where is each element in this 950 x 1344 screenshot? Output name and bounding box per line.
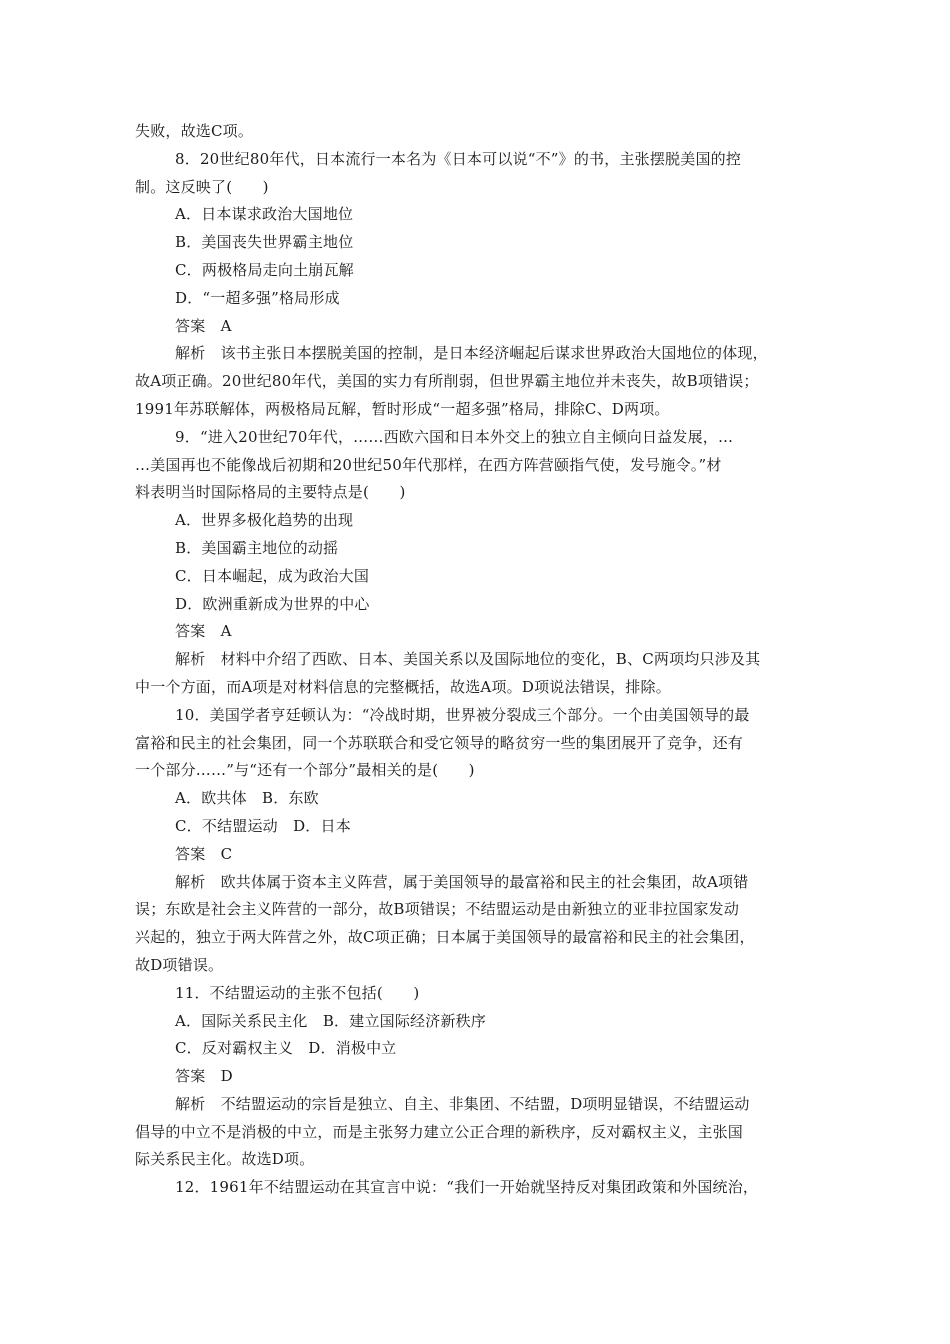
document-page bbox=[135, 118, 815, 1202]
text-line: 误；东欧是社会主义阵营的一部分，故B项错误；不结盟运动是由新独立的亚非拉国家发动 bbox=[135, 900, 740, 919]
text-line: 答案 D bbox=[175, 1067, 233, 1086]
text-line: 答案 A bbox=[175, 622, 232, 641]
text-line: 际关系民主化。故选D项。 bbox=[135, 1150, 315, 1169]
text-line: 解析 欧共体属于资本主义阵营，属于美国领导的最富裕和民主的社会集团，故A项错 bbox=[175, 872, 749, 891]
text-line: 8．20世纪80年代，日本流行一本名为《日本可以说“不”》的书，主张摆脱美国的控 bbox=[175, 149, 742, 168]
text-line: A．国际关系民主化 B．建立国际经济新秩序 bbox=[175, 1011, 487, 1030]
text-line: 解析 不结盟运动的宗旨是独立、自主、非集团、不结盟，D项明显错误，不结盟运动 bbox=[175, 1094, 750, 1113]
text-line: 富裕和民主的社会集团，同一个苏联联合和受它领导的略贫穷一些的集团展开了竞争，还有 bbox=[135, 733, 744, 752]
text-line: 兴起的，独立于两大阵营之外，故C项正确；日本属于美国领导的最富裕和民主的社会集团， bbox=[135, 928, 755, 947]
text-line: 10．美国学者亨廷顿认为：“冷战时期，世界被分裂成三个部分。一个由美国领导的最 bbox=[175, 705, 750, 724]
text-line: 料表明当时国际格局的主要特点是( ) bbox=[135, 483, 406, 502]
text-line: C．两极格局走向土崩瓦解 bbox=[175, 260, 354, 279]
text-line: 一个部分……”与“还有一个部分”最相关的是( ) bbox=[135, 761, 475, 780]
text-line: 11．不结盟运动的主张不包括( ) bbox=[175, 983, 420, 1002]
text-line: …美国再也不能像战后初期和20世纪50年代那样，在西方阵营颐指气使，发号施令。”材 bbox=[135, 455, 722, 474]
text-line: 制。这反映了( ) bbox=[135, 177, 269, 196]
text-line: C．反对霸权主义 D．消极中立 bbox=[175, 1039, 397, 1058]
text-line: B．美国丧失世界霸主地位 bbox=[175, 233, 354, 252]
text-line: A．世界多极化趋势的出现 bbox=[175, 511, 354, 530]
text-line: D．欧洲重新成为世界的中心 bbox=[175, 594, 370, 613]
text-line: C．日本崛起，成为政治大国 bbox=[175, 566, 370, 585]
text-line: 解析 材料中介绍了西欧、日本、美国关系以及国际地位的变化，B、C两项均只涉及其 bbox=[175, 650, 761, 669]
text-line: A．欧共体 B．东欧 bbox=[175, 789, 319, 808]
text-line: D．“一超多强”格局形成 bbox=[175, 288, 340, 307]
text-line: 故A项正确。20世纪80年代，美国的实力有所削弱，但世界霸主地位并未丧失，故B项错误； bbox=[135, 372, 759, 391]
text-line: 答案 A bbox=[175, 316, 232, 335]
text-line: 失败，故选C项。 bbox=[135, 122, 254, 140]
text-line: 答案 C bbox=[175, 844, 233, 863]
text-line: 12．1961年不结盟运动在其宣言中说：“我们一开始就坚持反对集团政策和外国统治， bbox=[175, 1178, 759, 1197]
text-line: 解析 该书主张日本摆脱美国的控制，是日本经济崛起后谋求世界政治大国地位的体现， bbox=[175, 344, 768, 363]
text-line: 倡导的中立不是消极的中立，而是主张努力建立公正合理的新秩序，反对霸权主义，主张国 bbox=[135, 1122, 744, 1141]
text-line: B．美国霸主地位的动摇 bbox=[175, 538, 339, 557]
text-line: 中一个方面，而A项是对材料信息的完整概括，故选A项。D项说法错误，排除。 bbox=[135, 677, 671, 696]
text-line: A．日本谋求政治大国地位 bbox=[175, 205, 354, 224]
text-line: 1991年苏联解体，两极格局瓦解，暂时形成“一超多强”格局，排除C、D两项。 bbox=[135, 399, 670, 418]
text-line: 9．“进入20世纪70年代，……西欧六国和日本外交上的独立自主倾向日益发展，… bbox=[175, 427, 734, 446]
text-line: 故D项错误。 bbox=[135, 955, 224, 974]
text-line: C．不结盟运动 D．日本 bbox=[175, 816, 351, 835]
